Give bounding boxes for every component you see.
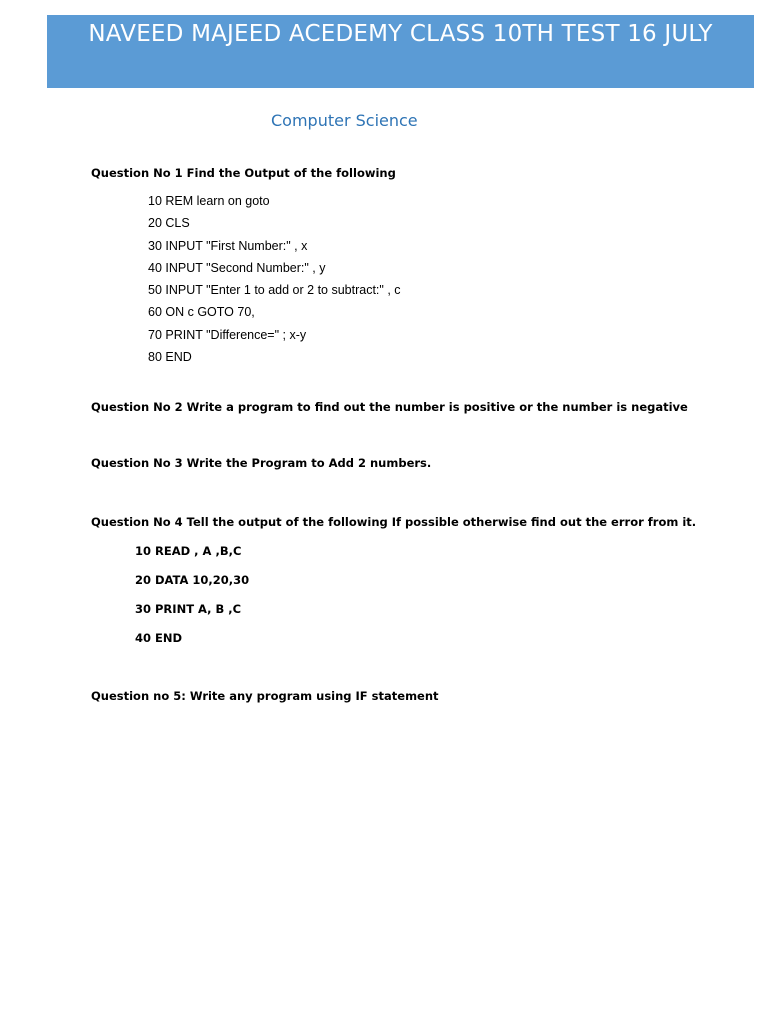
question-1: Question No 1 Find the Output of the following <box>91 166 396 180</box>
code-line: 70 PRINT "Difference=" ; x-y <box>148 327 307 342</box>
code-line: 60 ON c GOTO 70, <box>148 305 255 320</box>
page-title: NAVEED MAJEED ACEDEMY CLASS 10TH TEST 16 JULY <box>88 21 713 47</box>
code-line: 80 END <box>148 350 192 365</box>
subject-heading: Computer Science <box>271 111 418 130</box>
code-line: 20 CLS <box>148 216 190 231</box>
code-line: 40 INPUT "Second Number:" , y <box>148 260 326 275</box>
question-4-code <box>135 543 249 659</box>
header-band <box>47 15 754 88</box>
code-line: 50 INPUT "Enter 1 to add or 2 to subtract:" , c <box>148 283 401 298</box>
code-line: 10 REM learn on goto <box>148 194 270 208</box>
code-line: 30 INPUT "First Number:" , x <box>148 238 308 253</box>
question-5: Question no 5: Write any program using IF statement <box>91 689 439 703</box>
question-2: Question No 2 Write a program to find out the number is positive or the number is negative <box>91 400 688 414</box>
code-line: 40 END <box>135 631 183 645</box>
question-4: Question No 4 Tell the output of the following If possible otherwise find out the error from it. <box>91 515 697 529</box>
code-line: 10 READ , A ,B,C <box>135 544 242 558</box>
question-3: Question No 3 Write the Program to Add 2 numbers. <box>91 456 432 470</box>
question-1-code <box>148 193 401 371</box>
code-line: 30 PRINT A, B ,C <box>135 602 242 616</box>
code-line: 20 DATA 10,20,30 <box>135 573 250 587</box>
